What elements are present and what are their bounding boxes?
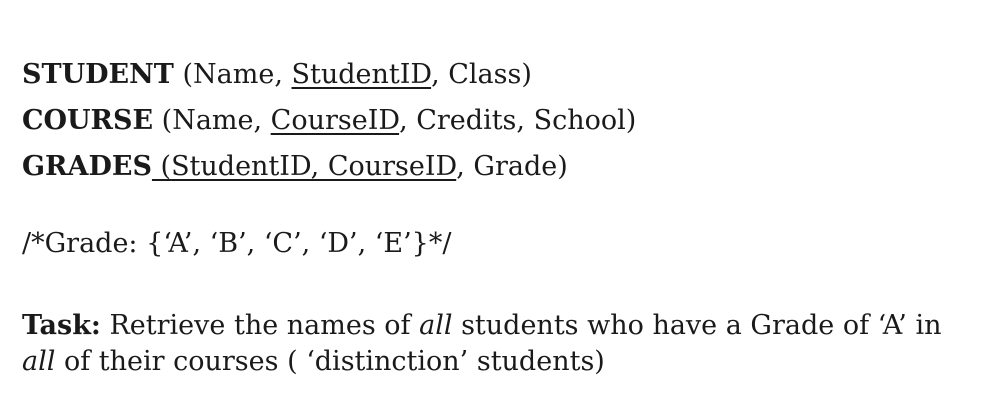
primary-key: StudentID, CourseID bbox=[171, 151, 457, 182]
schema-text: , Credits, School) bbox=[399, 105, 637, 136]
grade-domain-comment: /*Grade: {‘A’, ‘B’, ‘C’, ‘D’, ‘E’}*/ bbox=[22, 228, 452, 259]
schema-text: , Grade) bbox=[456, 151, 568, 182]
schema-text: ( bbox=[151, 151, 172, 182]
task-emphasis: all bbox=[22, 346, 56, 377]
schema-course bbox=[22, 98, 985, 144]
relation-name: GRADES bbox=[22, 151, 152, 182]
schema-grades bbox=[22, 144, 985, 190]
task-label: Task: bbox=[22, 310, 101, 341]
task-text: students who have a Grade of ‘A’ in bbox=[452, 310, 942, 341]
task-emphasis: all bbox=[419, 310, 453, 341]
task-text: Retrieve the names of bbox=[100, 310, 420, 341]
schema-text: (Name, bbox=[173, 59, 292, 90]
schema-text: (Name, bbox=[153, 105, 271, 136]
schema-student bbox=[22, 52, 985, 98]
document-body bbox=[22, 52, 985, 380]
primary-key: StudentID bbox=[291, 59, 432, 90]
task-text: of their courses ( ‘distinction’ students) bbox=[55, 346, 605, 377]
schema-text: , Class) bbox=[431, 59, 532, 90]
relation-name: COURSE bbox=[22, 105, 154, 136]
primary-key: CourseID bbox=[270, 105, 400, 136]
relation-name: STUDENT bbox=[22, 59, 174, 90]
task-statement bbox=[22, 308, 982, 380]
